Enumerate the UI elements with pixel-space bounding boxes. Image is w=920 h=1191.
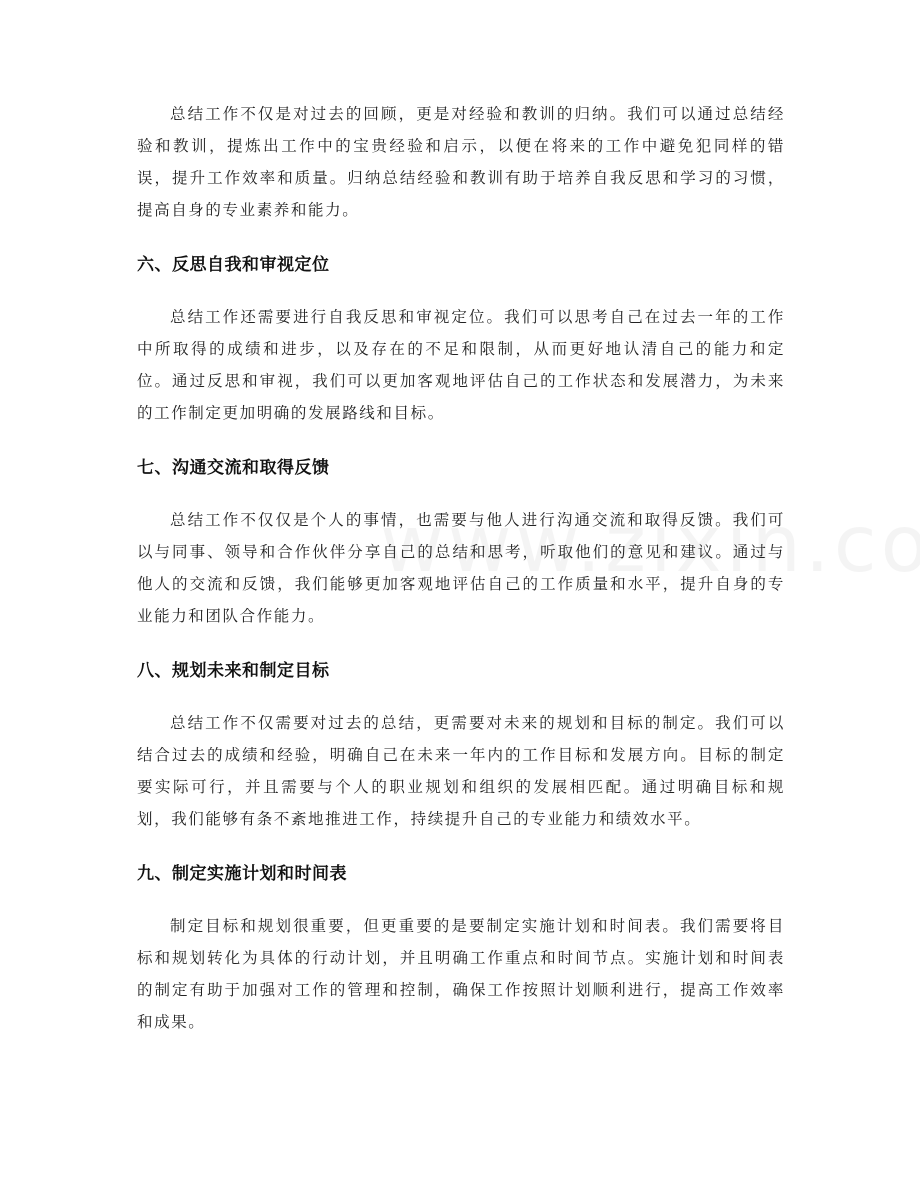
document-body bbox=[137, 98, 785, 1038]
paragraph-section-9: 制定目标和规划很重要，但更重要的是要制定实施计划和时间表。我们需要将目标和规划转化为具体的行动计划，并且明确工作重点和时间节点。实施计划和时间表的制定有助于加强对工作的管理和控制，确保工作按照计划顺利进行，提高工作效率和成果。 bbox=[137, 917, 785, 1031]
paragraph-section-6: 总结工作还需要进行自我反思和审视定位。我们可以思考自己在过去一年的工作中所取得的成绩和进步，以及存在的不足和限制，从而更好地认清自己的能力和定位。通过反思和审视，我们可以更加客观地评估自己的工作状态和发展潜力，为未来的工作制定更加明确的发展路线和目标。 bbox=[137, 308, 785, 422]
paragraph-section-7: 总结工作不仅仅是个人的事情，也需要与他人进行沟通交流和取得反馈。我们可以与同事、领导和合作伙伴分享自己的总结和思考，听取他们的意见和建议。通过与他人的交流和反馈，我们能够更加客观地评估自己的工作质量和水平，提升自身的专业能力和团队合作能力。 bbox=[137, 511, 785, 625]
heading-section-9: 九、制定实施计划和时间表 bbox=[137, 864, 347, 884]
heading-section-6: 六、反思自我和审视定位 bbox=[137, 255, 330, 275]
heading-section-7: 七、沟通交流和取得反馈 bbox=[137, 458, 330, 478]
paragraph-section-8: 总结工作不仅需要对过去的总结，更需要对未来的规划和目标的制定。我们可以结合过去的成绩和经验，明确自己在未来一年内的工作目标和发展方向。目标的制定要实际可行，并且需要与个人的职业规划和组织的发展相匹配。通过明确目标和规划，我们能够有条不紊地推进工作，持续提升自己的专业能力和绩效水平。 bbox=[137, 714, 785, 828]
heading-section-8: 八、规划未来和制定目标 bbox=[137, 661, 330, 681]
paragraph-intro: 总结工作不仅是对过去的回顾，更是对经验和教训的归纳。我们可以通过总结经验和教训，提炼出工作中的宝贵经验和启示，以便在将来的工作中避免犯同样的错误，提升工作效率和质量。归纳总结经验和教训有助于培养自我反思和学习的习惯，提高自身的专业素养和能力。 bbox=[137, 105, 785, 219]
